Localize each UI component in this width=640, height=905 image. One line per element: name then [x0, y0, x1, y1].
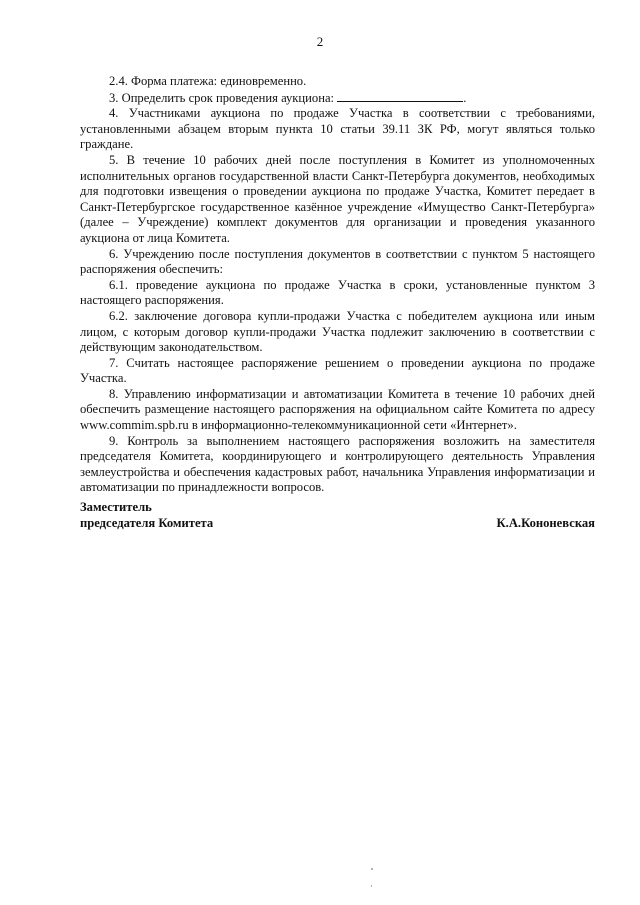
paragraph-3-period: . — [463, 90, 467, 105]
paragraph-7: 7. Считать настоящее распоряжение решением о проведении аукциона по продаже Участка. — [80, 355, 595, 386]
paragraph-3 — [80, 90, 595, 107]
signer-title-line1: Заместитель — [80, 500, 152, 514]
document-body — [80, 74, 595, 496]
signature-block — [80, 500, 595, 531]
scan-speck — [371, 885, 372, 887]
blank-fill-line — [337, 90, 463, 102]
signature-row — [80, 516, 595, 532]
paragraph-8: 8. Управлению информатизации и автоматизации Комитета в течение 10 рабочих дней обеспечить размещение настоящего распоряжения на официальном сайте Комитета по адресу www.commim.spb.ru в информационно-телекоммуникационной сети «Интернет». — [80, 386, 595, 433]
paragraph-3-text: 3. Определить срок проведения аукциона: — [109, 90, 338, 105]
scan-speck — [371, 868, 373, 870]
paragraph-6-1: 6.1. проведение аукциона по продаже Участка в сроки, установленные пунктом 3 настоящего распоряжения. — [80, 277, 595, 308]
signer-name: К.А.Кононевская — [496, 515, 595, 530]
paragraph-9: 9. Контроль за выполнением настоящего распоряжения возложить на заместителя председателя Комитета, координирующего и контролирующего деятельность Управления землеустройства и обеспечения кадастровых работ, начальника Управления информатизации и автоматизации по принадлежности вопросов. — [80, 433, 595, 495]
page-number: 2 — [316, 34, 324, 49]
paragraph-6: 6. Учреждению после поступления документов в соответствии с пунктом 5 настоящего распоряжения обеспечить: — [80, 246, 595, 277]
paragraph-2-4: 2.4. Форма платежа: единовременно. — [109, 74, 307, 88]
paragraph-4: 4. Участниками аукциона по продаже Участка в соответствии с требованиями, установленными абзацем вторым пункта 10 статьи 39.11 ЗК РФ, могут являться только граждане. — [80, 106, 595, 152]
paragraph-6-2: 6.2. заключение договора купли-продажи Участка с победителем аукциона или иным лицом, с которым договор купли-продажи Участка подлежит заключению в соответствии с действующим законодательством. — [80, 308, 595, 355]
signer-title-line2: председателя Комитета — [80, 515, 214, 530]
paragraph-5: 5. В течение 10 рабочих дней после поступления в Комитет из уполномоченных исполнительных органов государственной власти Санкт-Петербурга документов, необходимых для подготовки извещения о проведении аукциона по продаже Участка, Комитет передает в Санкт-Петербургское государственное казённое учреждение «Имущество Санкт-Петербурга» (далее – Учреждение) комплект документов для организации и проведения указанного аукциона от лица Комитета. — [80, 152, 595, 245]
